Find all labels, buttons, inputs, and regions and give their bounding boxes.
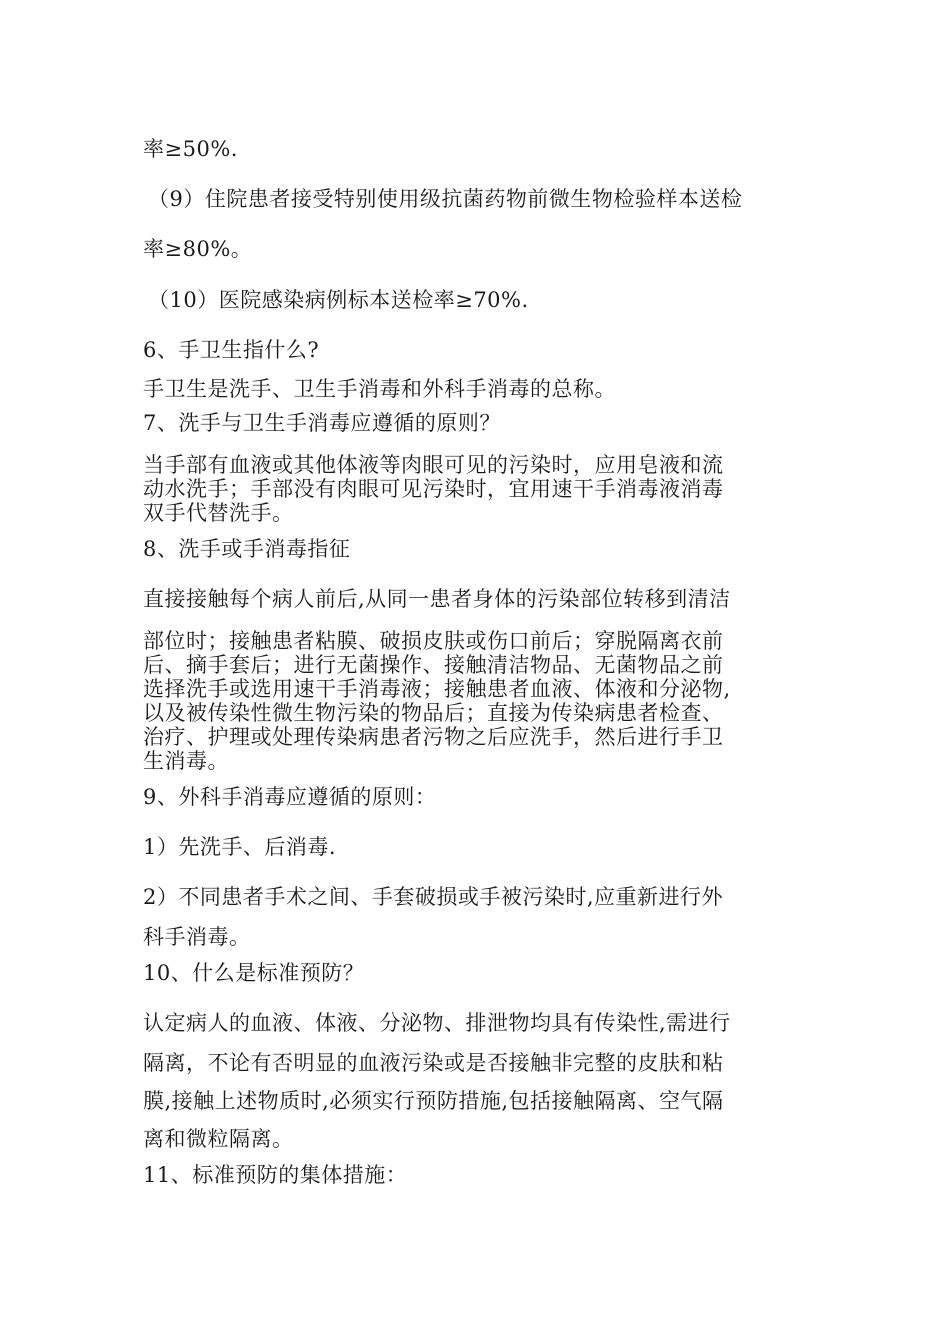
text-line: 当手部有血液或其他体液等肉眼可见的污染时，应用皂液和流 [143, 453, 724, 477]
text-line: （9）住院患者接受特别使用级抗菌药物前微生物检验样本送检 [148, 187, 743, 211]
question-heading: 9、外科手消毒应遵循的原则： [143, 785, 437, 809]
text-line: 1）先洗手、后消毒. [143, 835, 337, 859]
text-line: 隔离，不论有否明显的血液污染或是否接触非完整的皮肤和粘 [143, 1051, 724, 1075]
text-line: 直接接触每个病人前后,从同一患者身体的污染部位转移到清洁 [143, 587, 731, 611]
text-line: 离和微粒隔离。 [143, 1127, 294, 1151]
text-line: 双手代替洗手。 [143, 501, 294, 525]
text-line: 后、摘手套后；进行无菌操作、接触清洁物品、无菌物品之前 [143, 653, 724, 677]
text-line: 部位时；接触患者粘膜、破损皮肤或伤口前后；穿脱隔离衣前 [143, 629, 724, 653]
question-heading: 8、洗手或手消毒指征 [143, 537, 351, 561]
text-line: 生消毒。 [143, 749, 229, 773]
text-line: 认定病人的血液、体液、分泌物、排泄物均具有传染性,需进行 [143, 1011, 731, 1035]
text-line: 手卫生是洗手、卫生手消毒和外科手消毒的总称。 [143, 377, 616, 401]
text-line: 治疗、护理或处理传染病患者污物之后应洗手，然后进行手卫 [143, 725, 724, 749]
text-line: （10）医院感染病例标本送检率≥70%. [148, 288, 529, 312]
question-heading: 7、洗手与卫生手消毒应遵循的原则？ [143, 411, 501, 435]
question-heading: 6、手卫生指什么? [143, 338, 320, 362]
text-line: 科手消毒。 [143, 925, 251, 949]
text-line: 率≥80%。 [143, 237, 253, 261]
question-heading: 10、什么是标准预防？ [143, 961, 365, 985]
text-line: 以及被传染性微生物污染的物品后；直接为传染病患者检查、 [143, 701, 724, 725]
question-heading: 11、标准预防的集体措施： [143, 1163, 408, 1187]
text-line: 率≥50%. [143, 137, 238, 161]
text-line: 膜,接触上述物质时,必须实行预防措施,包括接触隔离、空气隔 [143, 1089, 724, 1113]
text-line: 动水洗手；手部没有肉眼可见污染时，宜用速干手消毒液消毒 [143, 477, 724, 501]
text-line: 2）不同患者手术之间、手套破损或手被污染时,应重新进行外 [143, 885, 724, 909]
text-line: 选择洗手或选用速干手消毒液；接触患者血液、体液和分泌物, [143, 677, 731, 701]
